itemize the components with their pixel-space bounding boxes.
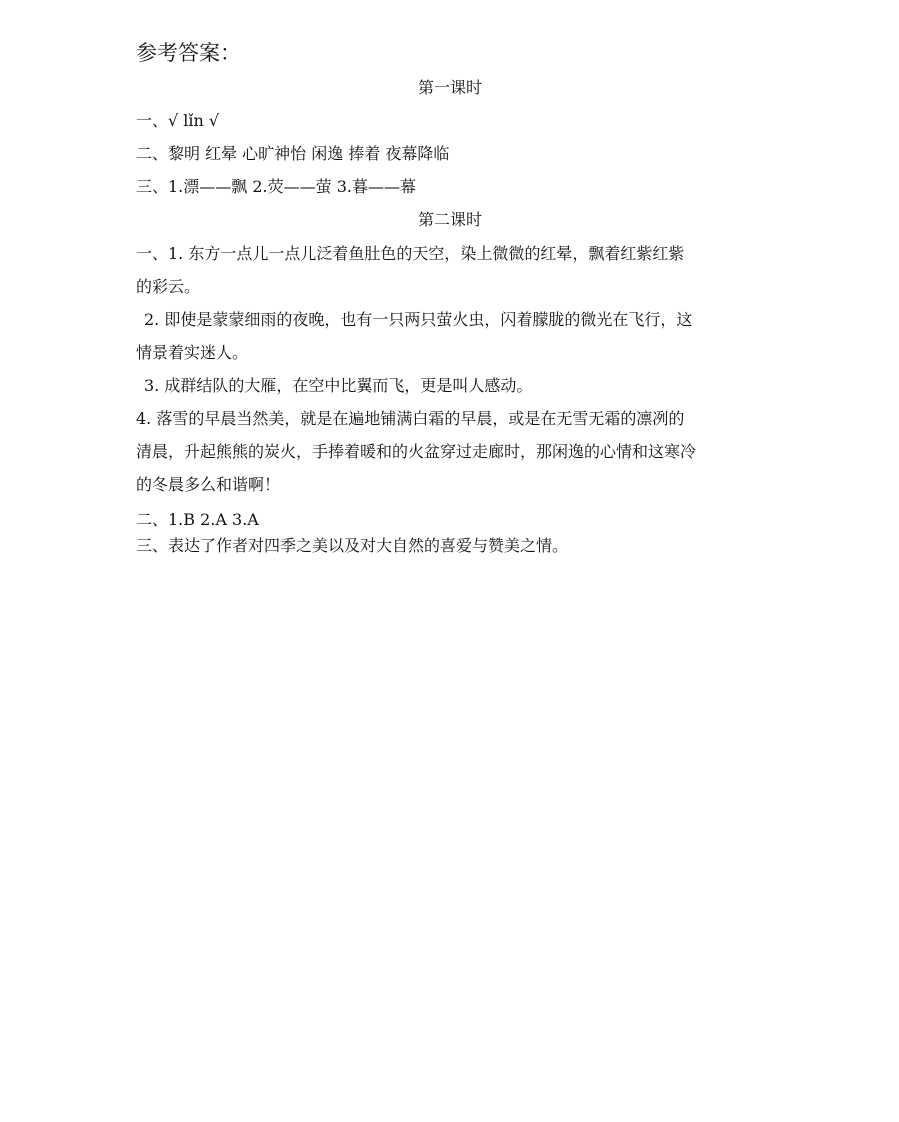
lesson2-answer-1-item-3 [136, 369, 764, 402]
lesson1-title: 第一课时 [417, 78, 482, 97]
lesson1-answer-1: 一、√ lǐn √ [136, 111, 220, 130]
paragraph-line: 4. 落雪的早晨当然美，就是在遍地铺满白霜的早晨，或是在无雪无霜的凛冽的 [136, 409, 685, 428]
lesson1-answer-3: 三、1.漂——飘 2.荧——萤 3.暮——幕 [136, 177, 416, 196]
lesson2-title: 第二课时 [417, 210, 482, 229]
lesson2-answer-1-item-2 [136, 303, 764, 369]
lesson1-answer-2: 二、黎明 红晕 心旷神怡 闲逸 捧着 夜幕降临 [136, 144, 450, 163]
lesson2-answer-2: 二、1.B 2.A 3.A [136, 510, 259, 529]
paragraph-line: 情景着实迷人。 [136, 343, 249, 362]
paragraph-line: 3. 成群结队的大雁，在空中比翼而飞，更是叫人感动。 [144, 376, 533, 395]
lesson2-answer-1-item-1 [136, 237, 764, 303]
paragraph-line: 的冬晨多么和谐啊！ [136, 475, 281, 494]
page-heading: 参考答案： [136, 41, 241, 65]
paragraph-line: 2. 即使是蒙蒙细雨的夜晚，也有一只两只萤火虫，闪着朦胧的微光在飞行，这 [144, 310, 693, 329]
lesson2-answer-1-item-4 [136, 402, 764, 501]
paragraph-line: 的彩云。 [136, 277, 201, 296]
lesson2-answer-3: 三、表达了作者对四季之美以及对大自然的喜爱与赞美之情。 [136, 536, 569, 555]
paragraph-line: 一、1. 东方一点儿一点儿泛着鱼肚色的天空，染上微微的红晕，飘着红紫红紫 [136, 244, 685, 263]
paragraph-line: 清晨，升起熊熊的炭火，手捧着暖和的火盆穿过走廊时，那闲逸的心情和这寒冷 [136, 442, 697, 461]
